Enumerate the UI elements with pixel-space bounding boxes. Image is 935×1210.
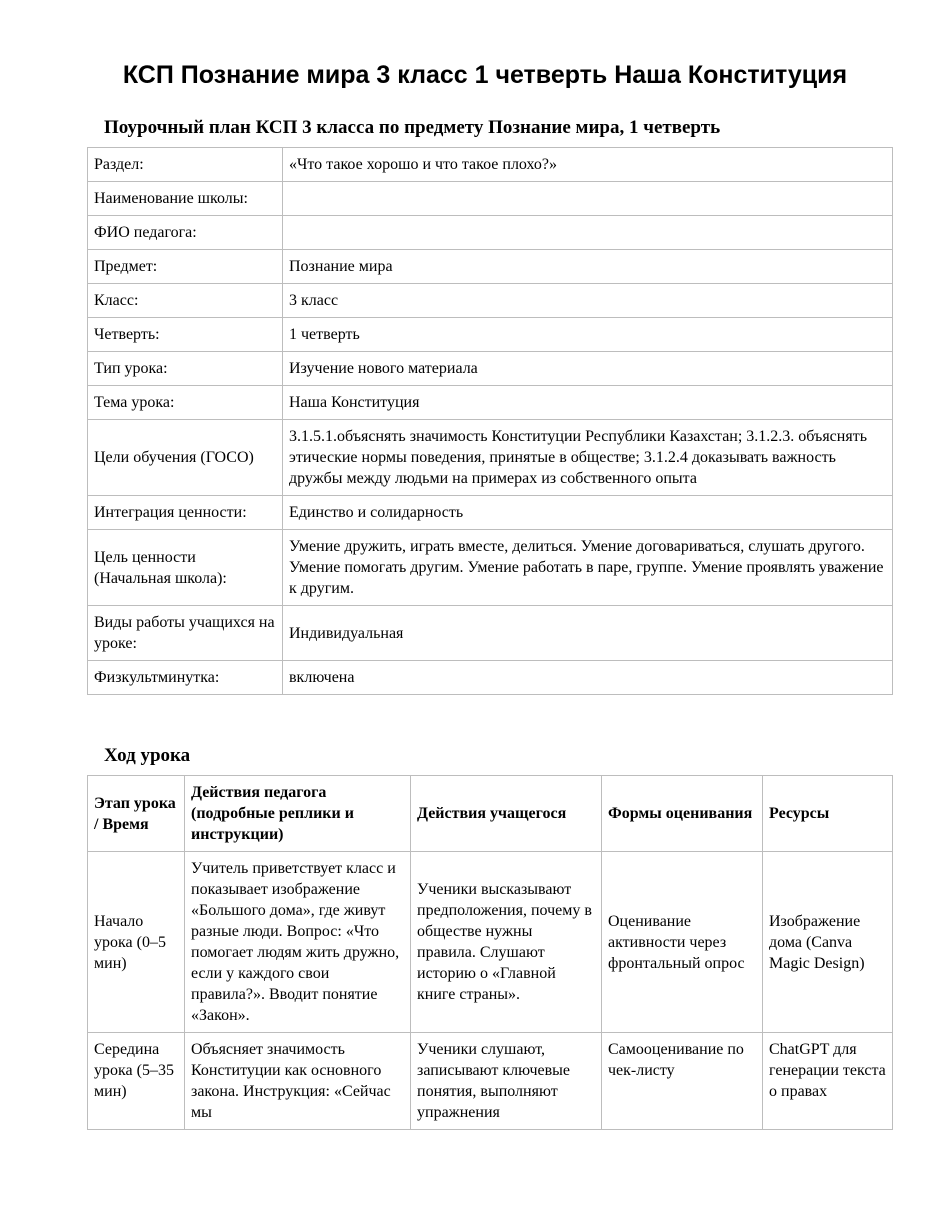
info-row-subject [88,250,893,284]
info-row-section [88,148,893,182]
info-label: Виды работы учащихся на уроке: [88,606,283,661]
info-value: 1 четверть [283,318,893,352]
column-header-stage: Этап урока / Время [88,776,185,852]
info-value: 3.1.5.1.объяснять значимость Конституции Республики Казахстан; 3.1.2.3. объяснять этические нормы поведения, принятые в обществе; 3.1.2.4 доказывать важность дружбы между людьми на примерах из собственного опыта [283,420,893,496]
info-value [283,182,893,216]
column-header-assessment: Формы оценивания [602,776,763,852]
info-value: Познание мира [283,250,893,284]
info-row-work-types [88,606,893,661]
column-header-student-actions: Действия учащегося [411,776,602,852]
info-label: Класс: [88,284,283,318]
page-title: КСП Познание мира 3 класс 1 четверть Наша Конституция [122,61,848,89]
lesson-stage: Начало урока (0–5 мин) [88,852,185,1033]
lesson-row-middle [88,1033,893,1130]
lesson-row-beginning [88,852,893,1033]
info-label: Раздел: [88,148,283,182]
info-label: Цели обучения (ГОСО) [88,420,283,496]
lesson-teacher-actions: Учитель приветствует класс и показывает изображение «Большого дома», где живут разные люди. Вопрос: «Что помогает людям жить дружно, если у каждого свои правила?». Вводит понятие «Закон». [185,852,411,1033]
lesson-header-row [88,776,893,852]
info-value: Единство и солидарность [283,496,893,530]
info-label: Цель ценности (Начальная школа): [88,530,283,606]
info-label: Предмет: [88,250,283,284]
info-value: «Что такое хорошо и что такое плохо?» [283,148,893,182]
info-row-grade [88,284,893,318]
column-header-resources: Ресурсы [763,776,893,852]
lesson-assessment: Самооценивание по чек-листу [602,1033,763,1130]
lesson-info-table [87,147,893,695]
lesson-stage: Середина урока (5–35 мин) [88,1033,185,1130]
info-label: Тип урока: [88,352,283,386]
lesson-teacher-actions: Объясняет значимость Конституции как основного закона. Инструкция: «Сейчас мы [185,1033,411,1130]
info-row-teacher [88,216,893,250]
info-label: Тема урока: [88,386,283,420]
info-row-lesson-topic [88,386,893,420]
info-row-quarter [88,318,893,352]
info-row-lesson-type [88,352,893,386]
info-value: Изучение нового материала [283,352,893,386]
info-label: Наименование школы: [88,182,283,216]
info-row-learning-goals [88,420,893,496]
info-value: Умение дружить, играть вместе, делиться. Умение договариваться, слушать другого. Умение помогать другим. Умение работать в паре, группе. Умение проявлять уважение к другим. [283,530,893,606]
info-value [283,216,893,250]
info-row-value-goal [88,530,893,606]
info-label: Четверть: [88,318,283,352]
lesson-student-actions: Ученики высказывают предположения, почему в обществе нужны правила. Слушают историю о «Главной книге страны». [411,852,602,1033]
column-header-teacher-actions: Действия педагога (подробные реплики и инструкции) [185,776,411,852]
info-value: 3 класс [283,284,893,318]
info-label: Физкультминутка: [88,661,283,695]
info-row-value-integration [88,496,893,530]
info-row-school [88,182,893,216]
lesson-resources: ChatGPT для генерации текста о правах [763,1033,893,1130]
lesson-flow-heading: Ход урока [104,745,191,766]
plan-heading: Поурочный план КСП 3 класса по предмету Познание мира, 1 четверть [104,117,721,138]
info-value: Наша Конституция [283,386,893,420]
lesson-resources: Изображение дома (Canva Magic Design) [763,852,893,1033]
lesson-student-actions: Ученики слушают, записывают ключевые понятия, выполняют упражнения [411,1033,602,1130]
info-value: Индивидуальная [283,606,893,661]
info-value: включена [283,661,893,695]
info-label: Интеграция ценности: [88,496,283,530]
info-row-physical-break [88,661,893,695]
info-label: ФИО педагога: [88,216,283,250]
lesson-flow-table [87,775,893,1130]
lesson-assessment: Оценивание активности через фронтальный опрос [602,852,763,1033]
